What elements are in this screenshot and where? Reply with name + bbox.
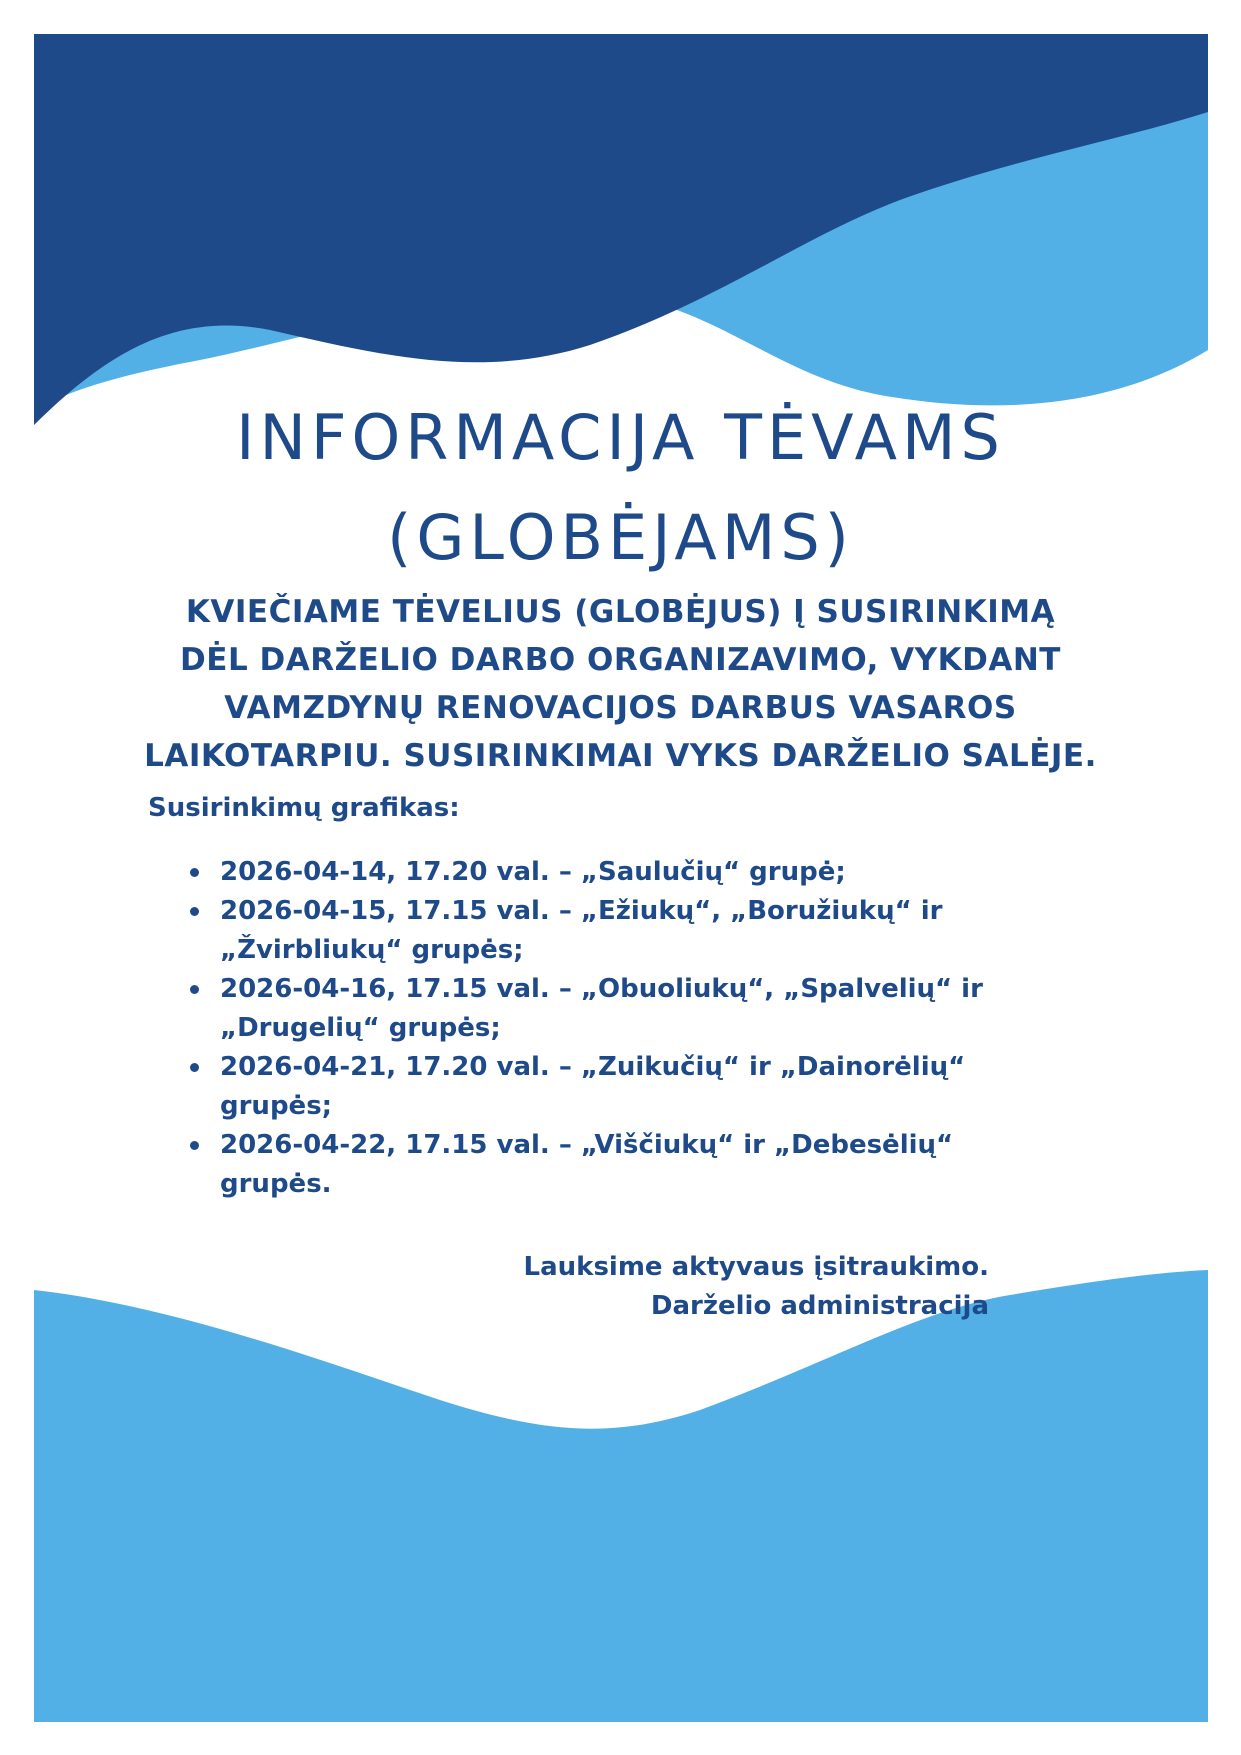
schedule-heading: Susirinkimų grafikas:: [148, 793, 460, 823]
list-item-text: 2026-04-14, 17.20 val. – „Saulučių“ grupė;: [220, 857, 846, 887]
list-item-text-continued: „Drugelių“ grupės;: [220, 1013, 501, 1043]
invitation-line-1: KVIEČIAME TĖVELIUS (GLOBĖJUS) Į SUSIRINKIMĄ: [185, 594, 1056, 630]
invitation-line-2: DĖL DARŽELIO DARBO ORGANIZAVIMO, VYKDANT: [180, 642, 1061, 678]
list-item: [190, 1126, 1050, 1204]
invitation-text: [100, 588, 1141, 780]
list-item-text: 2026-04-21, 17.20 val. – „Zuikučių“ ir „Dainorėlių“: [220, 1052, 966, 1082]
list-item-text: 2026-04-16, 17.15 val. – „Obuoliukų“, „Spalvelių“ ir: [220, 974, 983, 1004]
bullet-icon: [190, 907, 199, 916]
list-item: [190, 970, 1050, 1048]
invitation-line-4: LAIKOTARPIU. SUSIRINKIMAI VYKS DARŽELIO SALĖJE.: [144, 738, 1097, 774]
bullet-icon: [190, 1141, 199, 1150]
list-item: [190, 853, 1050, 892]
bullet-icon: [190, 1063, 199, 1072]
invitation-line-3: VAMZDYNŲ RENOVACIJOS DARBUS VASAROS: [224, 690, 1017, 726]
bottom-light-wave: [34, 1270, 1208, 1722]
list-item-text: 2026-04-15, 17.15 val. – „Ežiukų“, „Boružiukų“ ir: [220, 896, 943, 926]
list-item: [190, 1048, 1050, 1126]
list-item-text: 2026-04-22, 17.15 val. – „Viščiukų“ ir „Debesėlių“: [220, 1130, 954, 1160]
list-item-text-continued: „Žvirbliukų“ grupės;: [220, 935, 524, 965]
bullet-icon: [190, 985, 199, 994]
schedule-list: [190, 853, 1050, 1204]
page-title: [0, 388, 1241, 588]
title-line-1: INFORMACIJA TĖVAMS: [236, 401, 1005, 474]
list-item-text-continued: grupės;: [220, 1091, 333, 1121]
list-item: [190, 892, 1050, 970]
signature-line: Darželio administracija: [650, 1291, 989, 1321]
closing-line-1: Lauksime aktyvaus įsitraukimo.: [523, 1252, 989, 1282]
title-line-2: (GLOBĖJAMS): [387, 501, 854, 574]
bullet-icon: [190, 868, 199, 877]
closing-text: [524, 1248, 989, 1326]
list-item-text-continued: grupės.: [220, 1169, 332, 1199]
